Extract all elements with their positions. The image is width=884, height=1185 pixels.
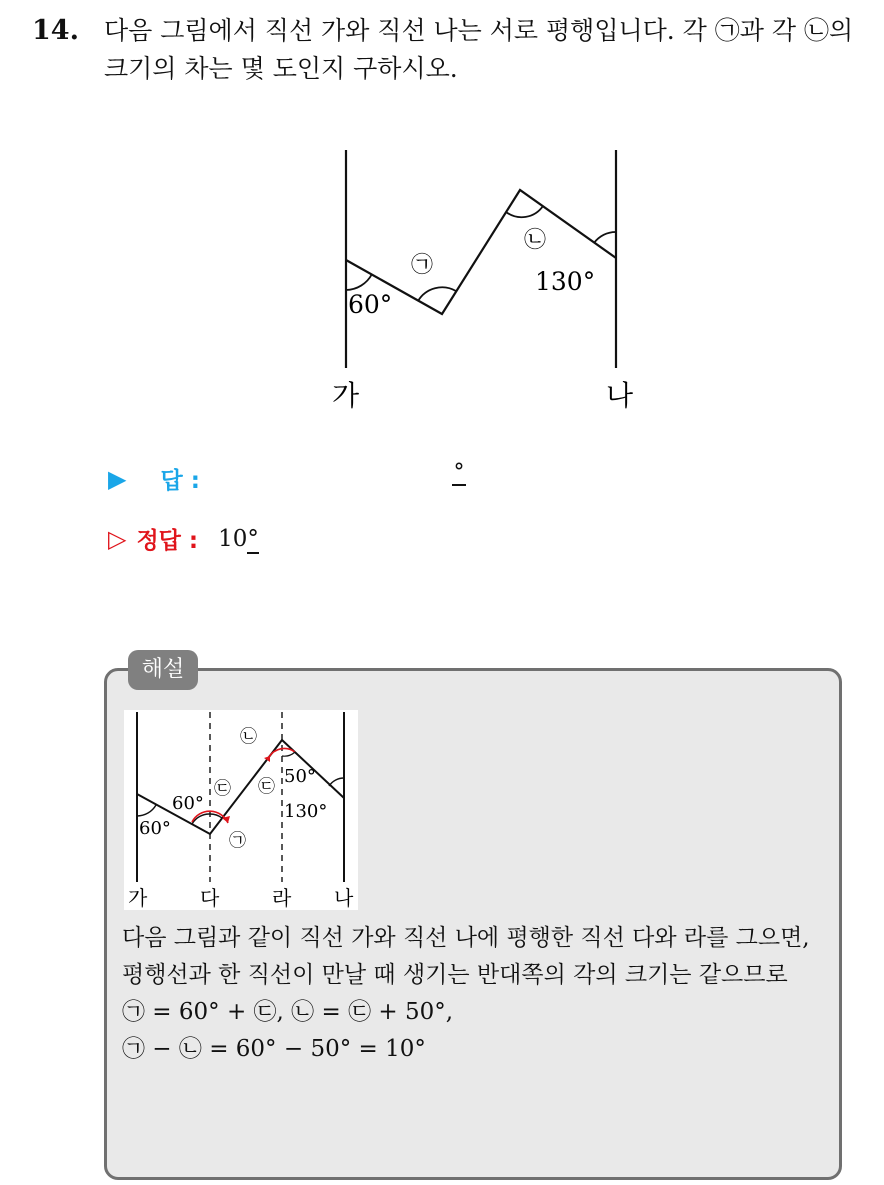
correct-answer-number: 10 (218, 525, 248, 552)
label-inner-60: 60° (172, 793, 204, 814)
line-ga-label: 가 (332, 379, 360, 412)
angle-b-label: ㉡ (524, 228, 547, 253)
answer-marker-icon: ▶ (108, 464, 127, 493)
solution-line-3: ㉠ = 60° + ㉢, ㉡ = ㉢ + 50°, (122, 999, 454, 1025)
correct-answer-label: 정답 : (136, 528, 199, 554)
line-na-label: 나 (334, 886, 354, 910)
line-da-label: 다 (200, 886, 220, 910)
correct-answer-value (218, 526, 259, 552)
given-60-label: 60° (348, 290, 393, 319)
answer-blank[interactable] (452, 460, 466, 486)
arc-angle-b (506, 206, 543, 217)
line-ga-label: 가 (128, 886, 148, 910)
solution-text (122, 920, 834, 1068)
arc-left-60 (137, 805, 156, 816)
angle-a-label: ㉠ (411, 253, 434, 278)
line-ra-label: 라 (272, 886, 292, 910)
answer-row (108, 462, 200, 495)
correct-answer-row (108, 522, 259, 555)
answer-blank-unit: ° (453, 460, 465, 485)
solution-tab: 해설 (128, 650, 198, 690)
solution-line-1: 다음 그림과 같이 직선 가와 직선 나에 평행한 직선 다와 라를 그으면, (122, 925, 810, 951)
arc-60 (346, 274, 372, 290)
arc-130 (594, 232, 616, 243)
question-text: 다음 그림에서 직선 가와 직선 나는 서로 평행입니다. 각 ㉠과 각 ㉡의 크기의 차는 몇 도인지 구하시오. (104, 16, 854, 83)
label-50: 50° (284, 766, 316, 787)
question-number: 14. (32, 15, 79, 46)
arc-50 (282, 752, 295, 756)
angle-c-label: ㉢ (214, 779, 231, 799)
given-130-label: 130° (535, 267, 596, 296)
label-left-60: 60° (139, 818, 171, 839)
problem-figure (310, 140, 640, 420)
angle-a-label: ㉠ (229, 831, 246, 851)
solution-figure (124, 710, 358, 910)
correct-answer-marker-icon: ▷ (108, 524, 127, 553)
angle-c2-label: ㉢ (258, 777, 275, 797)
solution-line-4: ㉠ − ㉡ = 60° − 50° = 10° (122, 1036, 426, 1062)
label-130: 130° (284, 801, 328, 822)
line-na-label: 나 (606, 379, 634, 412)
solution-line-2: 평행선과 한 직선이 만날 때 생기는 반대쪽의 각의 크기는 같으므로 (122, 962, 788, 988)
angle-b-label: ㉡ (240, 727, 257, 747)
correct-answer-unit: ° (247, 525, 259, 552)
answer-label: 답 : (160, 468, 200, 494)
